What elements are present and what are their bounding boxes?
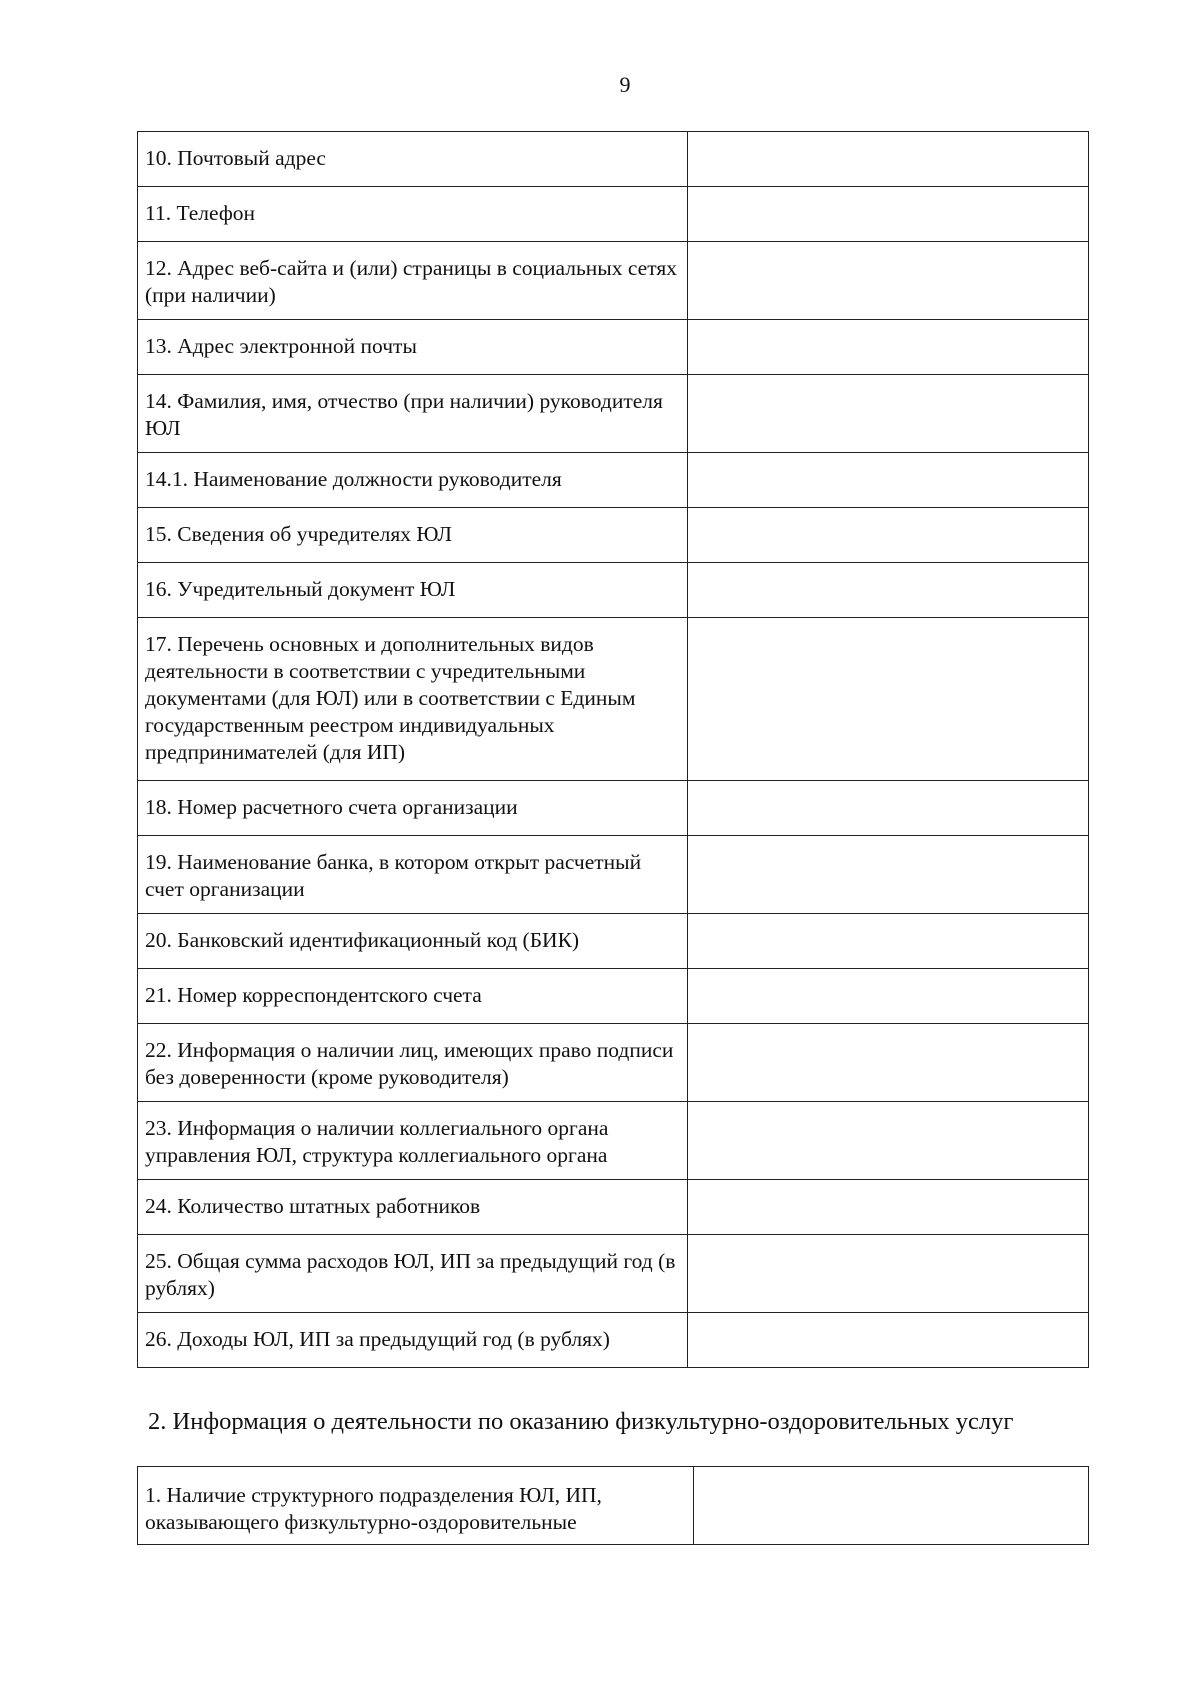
row-value-account-number[interactable]	[688, 781, 1089, 836]
table-row	[138, 836, 1089, 914]
row-label-staff-count: 24. Количество штатных работников	[138, 1180, 688, 1235]
page-number: 9	[619, 72, 631, 97]
table-row	[138, 781, 1089, 836]
row-value-structural-unit[interactable]	[694, 1467, 1089, 1545]
table-row	[138, 508, 1089, 563]
table-row	[138, 375, 1089, 453]
row-value-head-name[interactable]	[688, 375, 1089, 453]
row-value-corr-account[interactable]	[688, 969, 1089, 1024]
row-label-founding-document: 16. Учредительный документ ЮЛ	[138, 563, 688, 618]
row-value-bik[interactable]	[688, 914, 1089, 969]
row-value-signatories[interactable]	[688, 1024, 1089, 1102]
row-label-income: 26. Доходы ЮЛ, ИП за предыдущий год (в рублях)	[138, 1313, 688, 1368]
row-label-structural-unit: 1. Наличие структурного подразделения ЮЛ, ИП, оказывающего физкультурно-оздоровительные	[138, 1467, 694, 1545]
table-row	[138, 320, 1089, 375]
row-label-email: 13. Адрес электронной почты	[138, 320, 688, 375]
row-label-postal-address: 10. Почтовый адрес	[138, 132, 688, 187]
row-value-website[interactable]	[688, 242, 1089, 320]
table-row	[138, 618, 1089, 781]
table-row	[138, 969, 1089, 1024]
row-label-signatories: 22. Информация о наличии лиц, имеющих право подписи без доверенности (кроме руководителя)	[138, 1024, 688, 1102]
table-row	[138, 914, 1089, 969]
row-value-collegial-body[interactable]	[688, 1102, 1089, 1180]
table-row	[138, 187, 1089, 242]
row-label-corr-account: 21. Номер корреспондентского счета	[138, 969, 688, 1024]
row-label-head-name: 14. Фамилия, имя, отчество (при наличии) руководителя ЮЛ	[138, 375, 688, 453]
row-value-phone[interactable]	[688, 187, 1089, 242]
row-label-account-number: 18. Номер расчетного счета организации	[138, 781, 688, 836]
table-row	[138, 563, 1089, 618]
table-row	[138, 242, 1089, 320]
section-heading: 2. Информация о деятельности по оказанию физкультурно-оздоровительных услуг	[148, 1408, 1014, 1435]
row-label-collegial-body: 23. Информация о наличии коллегиального органа управления ЮЛ, структура коллегиального органа	[138, 1102, 688, 1180]
row-value-founders[interactable]	[688, 508, 1089, 563]
row-label-head-position: 14.1. Наименование должности руководителя	[138, 453, 688, 508]
table-row	[138, 1235, 1089, 1313]
table-row	[138, 1467, 1089, 1545]
row-value-head-position[interactable]	[688, 453, 1089, 508]
row-value-expenses[interactable]	[688, 1235, 1089, 1313]
table-row	[138, 1180, 1089, 1235]
row-value-activities[interactable]	[688, 618, 1089, 781]
table-row	[138, 132, 1089, 187]
row-label-phone: 11. Телефон	[138, 187, 688, 242]
sports-services-table	[137, 1466, 1089, 1545]
row-value-staff-count[interactable]	[688, 1180, 1089, 1235]
organization-info-table	[137, 131, 1089, 1368]
row-value-email[interactable]	[688, 320, 1089, 375]
row-label-expenses: 25. Общая сумма расходов ЮЛ, ИП за предыдущий год (в рублях)	[138, 1235, 688, 1313]
row-label-activities: 17. Перечень основных и дополнительных видов деятельности в соответствии с учредительными документами (для ЮЛ) или в соответствии с Единым государственным реестром индивидуальных предпринимателей (для ИП)	[138, 618, 688, 781]
row-value-founding-document[interactable]	[688, 563, 1089, 618]
row-label-bik: 20. Банковский идентификационный код (БИК)	[138, 914, 688, 969]
table-row	[138, 1102, 1089, 1180]
row-value-income[interactable]	[688, 1313, 1089, 1368]
row-value-bank-name[interactable]	[688, 836, 1089, 914]
row-label-website: 12. Адрес веб-сайта и (или) страницы в социальных сетях (при наличии)	[138, 242, 688, 320]
row-value-postal-address[interactable]	[688, 132, 1089, 187]
table-row	[138, 453, 1089, 508]
table-row	[138, 1313, 1089, 1368]
row-label-founders: 15. Сведения об учредителях ЮЛ	[138, 508, 688, 563]
table-row	[138, 1024, 1089, 1102]
row-label-bank-name: 19. Наименование банка, в котором открыт расчетный счет организации	[138, 836, 688, 914]
